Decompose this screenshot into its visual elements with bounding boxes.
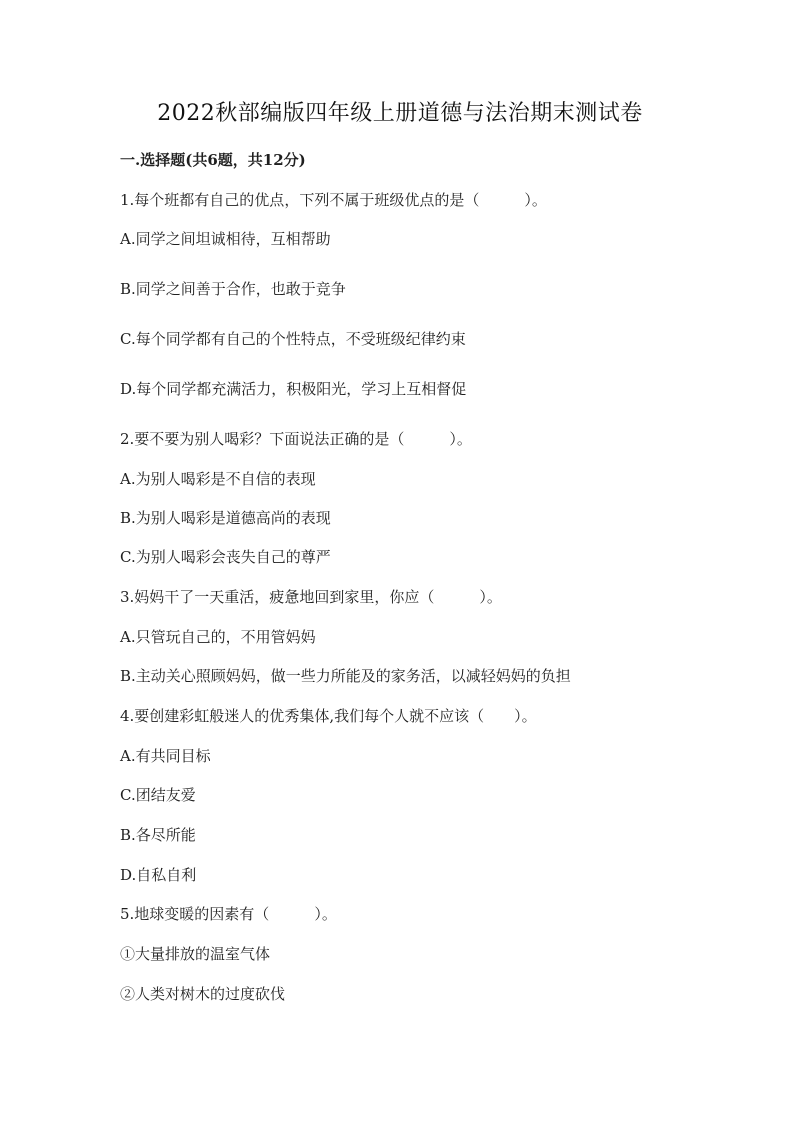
question-5-option-1: ①大量排放的温室气体 [120, 945, 271, 963]
question-3-stem: 3.妈妈干了一天重活，疲惫地回到家里，你应（ ）。 [120, 588, 502, 606]
question-2-option-b: B.为别人喝彩是道德高尚的表现 [120, 509, 331, 527]
question-4-option-d: D.自私自利 [120, 866, 197, 884]
question-1-option-d: D.每个同学都充满活力，积极阳光，学习上互相督促 [120, 380, 467, 398]
question-1-option-c: C.每个同学都有自己的个性特点，不受班级纪律约束 [120, 330, 466, 348]
exam-title: 2022秋部编版四年级上册道德与法治期末测试卷 [157, 101, 643, 126]
question-5-stem: 5.地球变暖的因素有（ ）。 [120, 905, 337, 923]
question-3-option-a: A.只管玩自己的，不用管妈妈 [120, 628, 316, 646]
question-4-option-b: B.各尽所能 [120, 826, 196, 844]
question-2-option-c: C.为别人喝彩会丧失自己的尊严 [120, 548, 331, 566]
question-1-option-a: A.同学之间坦诚相待，互相帮助 [120, 230, 331, 248]
question-4-option-c: C.团结友爱 [120, 786, 196, 804]
question-5-option-2: ②人类对树木的过度砍伐 [120, 985, 286, 1003]
question-1-stem: 1.每个班都有自己的优点，下列不属于班级优点的是（ ）。 [120, 191, 547, 209]
question-2-option-a: A.为别人喝彩是不自信的表现 [120, 470, 316, 488]
question-4-stem: 4.要创建彩虹般迷人的优秀集体,我们每个人就不应该（ ）。 [120, 707, 537, 725]
question-4-option-a: A.有共同目标 [120, 747, 211, 765]
question-2-stem: 2.要不要为别人喝彩？下面说法正确的是（ ）。 [120, 430, 472, 448]
question-1-option-b: B.同学之间善于合作，也敢于竞争 [120, 280, 346, 298]
section-heading: 一.选择题(共6题，共12分) [120, 151, 306, 169]
question-3-option-b: B.主动关心照顾妈妈，做一些力所能及的家务活，以减轻妈妈的负担 [120, 667, 571, 685]
